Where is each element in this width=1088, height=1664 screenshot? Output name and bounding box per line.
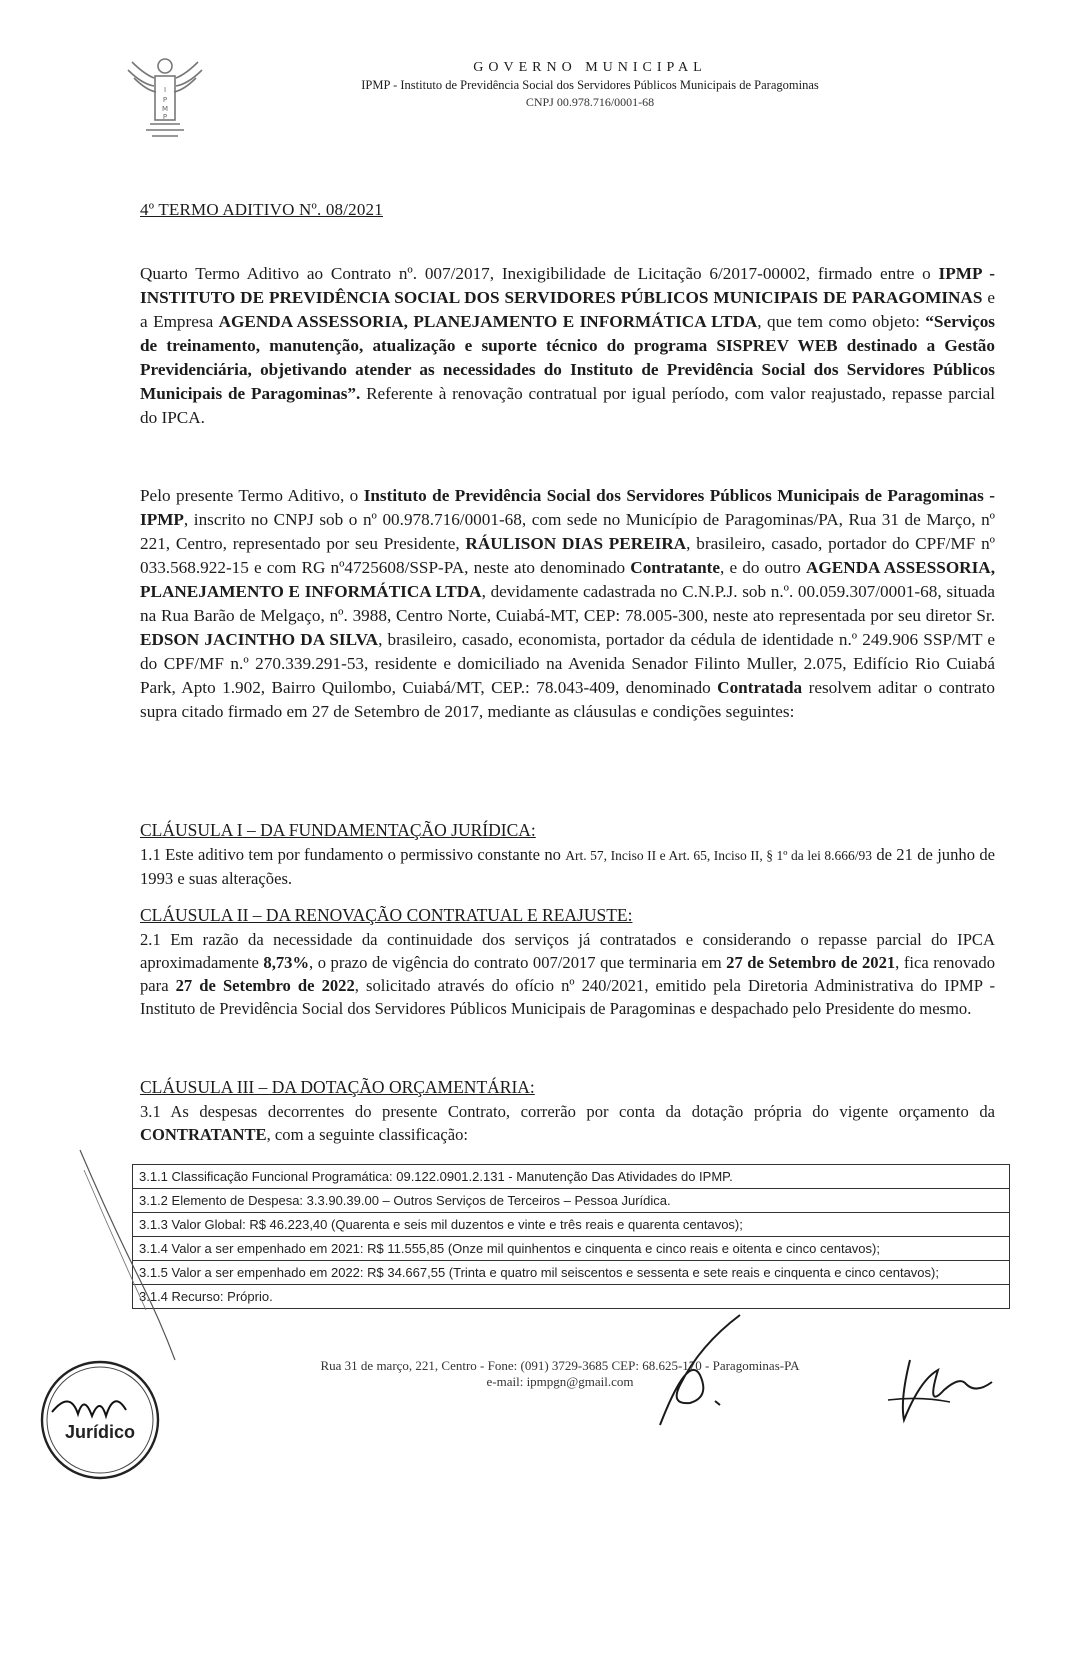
institute-cnpj: CNPJ 00.978.716/0001-68 <box>525 95 655 109</box>
svg-text:P: P <box>162 113 168 121</box>
clause-2-body: , solicitado através do ofício nº 240/2021, emitido pela Diretoria Administrativa do IPMP - Instituto de Previdência Social dos Servidores Públicos Municipais de Paragominas e despachado pelo Presidente do mesmo. <box>140 976 996 1018</box>
table-cell: 3.1.5 Valor a ser empenhado em 2022: R$ 34.667,55 (Trinta e quatro mil seiscentos e sessenta e sete reais e cinquenta e cinco centavos); <box>133 1261 1010 1285</box>
clause-1-body: 1.1 Este aditivo tem por fundamento o permissivo constante no <box>140 845 566 864</box>
table-row <box>133 1165 1010 1189</box>
intro-paragraph <box>140 262 995 430</box>
director-signature <box>640 1305 760 1435</box>
clause-2-body: 2.1 Em razão da necessidade da continuidade dos serviços já contratados e considerando o repasse parcial do IPCA aproximadamente <box>140 930 995 972</box>
president-signature <box>880 1340 1000 1440</box>
intro-text: Quarto Termo Aditivo ao Contrato nº. 007/2017, Inexigibilidade de Licitação 6/2017-00002, firmado entre o <box>140 264 939 283</box>
clause-1 <box>140 820 995 890</box>
parties-bold: EDSON JACINTHO DA SILVA <box>140 630 379 649</box>
parties-bold: Contratada <box>717 678 803 697</box>
parties-bold: RÁULISON DIAS PEREIRA <box>465 534 687 553</box>
intro-text: e a Empresa <box>140 288 995 331</box>
table-cell: 3.1.4 Recurso: Próprio. <box>133 1285 1010 1309</box>
parties-text: , brasileiro, casado, portador do CPF/MF nº 033.568.922-15 e com RG nº4725608/SSP-PA, neste ato denominado <box>140 534 996 577</box>
clause-1-body: de 21 de junho de 1993 e suas alterações. <box>140 845 995 888</box>
classification-table <box>132 1164 1010 1309</box>
clause-2 <box>140 905 995 1020</box>
intro-text: , que tem como objeto: <box>757 312 926 331</box>
clause-3-text <box>140 1100 995 1146</box>
clause-2-body: , fica renovado para <box>140 953 995 995</box>
table-cell: 3.1.4 Valor a ser empenhado em 2021: R$ 11.555,85 (Onze mil quinhentos e cinquenta e cinco reais e oitenta e cinco centavos); <box>133 1237 1010 1261</box>
clause-3-body: , com a seguinte classificação: <box>266 1125 468 1144</box>
table-cell: 3.1.1 Classificação Funcional Programática: 09.122.0901.2.131 - Manutenção Das Atividades do IPMP. <box>133 1165 1010 1189</box>
parties-text: , brasileiro, casado, economista, portador da cédula de identidade n.º 249.906 SSP/MT e do CPF/MF n.º 270.339.291-53, residente e domiciliado na Avenida Senador Filinto Muller, 2.075, Edifício Rio Cuiabá Park, Apto 1.902, Bairro Quilombo, Cuiabá/MT, CEP.: 78.043-409, denominado <box>140 630 995 697</box>
svg-text:I: I <box>163 86 167 94</box>
table-row <box>133 1213 1010 1237</box>
review-line <box>70 1140 190 1370</box>
parties-bold: Instituto de Previdência Social dos Servidores Públicos Municipais de Paragominas - IPMP <box>140 486 995 529</box>
stamp-label: Jurídico <box>64 1422 136 1442</box>
svg-text:P: P <box>162 96 168 104</box>
ipmp-logo <box>124 44 206 144</box>
clause-3 <box>140 1077 995 1146</box>
parties-paragraph <box>140 484 995 724</box>
table-cell: 3.1.3 Valor Global: R$ 46.223,40 (Quarenta e seis mil duzentos e vinte e três reais e quarenta centavos); <box>133 1213 1010 1237</box>
intro-object: “Serviços de treinamento, manutenção, atualização e suporte técnico do programa SISPREV WEB destinado a Gestão Previdenciária, objetivando atender as necessidades do Instituto de Previdência Social dos Servidores Públicos Municipais de Paragominas”. <box>140 312 995 403</box>
svg-text:M: M <box>161 105 169 113</box>
table-row <box>133 1237 1010 1261</box>
letterhead <box>240 60 940 110</box>
clause-3-title: CLÁUSULA III – DA DOTAÇÃO ORÇAMENTÁRIA: <box>140 1077 535 1097</box>
table-row <box>133 1285 1010 1309</box>
juridico-stamp <box>30 1350 170 1490</box>
government-line: GOVERNO MUNICIPAL <box>473 60 707 75</box>
table-cell: 3.1.2 Elemento de Despesa: 3.3.90.39.00 – Outros Serviços de Terceiros – Pessoa Jurídica. <box>133 1189 1010 1213</box>
clause-2-text <box>140 928 995 1020</box>
clause-2-bold: 27 de Setembro de 2021 <box>726 953 896 972</box>
clause-3-body: 3.1 As despesas decorrentes do presente Contrato, correrão por conta da dotação própria do vigente orçamento da <box>140 1102 995 1121</box>
clause-1-legal-ref: Art. 57, Inciso II e Art. 65, Inciso II, § 1º da lei 8.666/93 <box>565 848 872 863</box>
table-row <box>133 1261 1010 1285</box>
document-title: 4º TERMO ADITIVO Nº. 08/2021 <box>140 200 383 219</box>
clause-2-title: CLÁUSULA II – DA RENOVAÇÃO CONTRATUAL E REAJUSTE: <box>140 905 633 925</box>
clause-3-bold: CONTRATANTE <box>140 1125 267 1144</box>
parties-bold: Contratante <box>630 558 721 577</box>
parties-text: , devidamente cadastrada no C.N.P.J. sob n.º. 00.059.307/0001-68, situada na Rua Barão de Melgaço, nº. 3988, Centro Norte, Cuiabá-MT, CEP: 78.005-300, neste ato representada por seu diretor Sr. <box>140 582 995 625</box>
table-row <box>133 1189 1010 1213</box>
clause-2-bold: 8,73% <box>263 953 310 972</box>
intro-text: Referente à renovação contratual por igual período, com valor reajustado, repasse parcial do IPCA. <box>140 384 996 427</box>
parties-bold: AGENDA ASSESSORIA, PLANEJAMENTO E INFORMÁTICA LTDA <box>140 558 995 601</box>
parties-text: resolvem aditar o contrato supra citado firmado em 27 de Setembro de 2017, mediante as cláusulas e condições seguintes: <box>140 678 995 721</box>
clause-1-text <box>140 843 995 890</box>
clause-2-body: , o prazo de vigência do contrato 007/2017 que terminaria em <box>309 953 727 972</box>
institute-name: IPMP - Instituto de Previdência Social dos Servidores Públicos Municipais de Paragominas <box>361 78 819 92</box>
intro-bold: AGENDA ASSESSORIA, PLANEJAMENTO E INFORMÁTICA LTDA <box>218 312 758 331</box>
clause-2-bold: 27 de Setembro de 2022 <box>175 976 355 995</box>
parties-text: , inscrito no CNPJ sob o nº 00.978.716/0001-68, com sede no Município de Paragominas/PA, Rua 31 de Março, nº 221, Centro, representado por seu Presidente, <box>140 510 995 553</box>
parties-text: Pelo presente Termo Aditivo, o <box>140 486 364 505</box>
footer-address: Rua 31 de março, 221, Centro - Fone: (091) 3729-3685 CEP: 68.625-170 - Paragominas-PA <box>320 1358 800 1373</box>
parties-text: , e do outro <box>720 558 806 577</box>
footer-email: e-mail: ipmpgn@gmail.com <box>486 1374 634 1389</box>
footer <box>250 1358 870 1390</box>
clause-1-title: CLÁUSULA I – DA FUNDAMENTAÇÃO JURÍDICA: <box>140 820 536 840</box>
intro-bold: IPMP - INSTITUTO DE PREVIDÊNCIA SOCIAL DOS SERVIDORES PÚBLICOS MUNICIPAIS DE PARAGOMINAS <box>140 264 995 307</box>
